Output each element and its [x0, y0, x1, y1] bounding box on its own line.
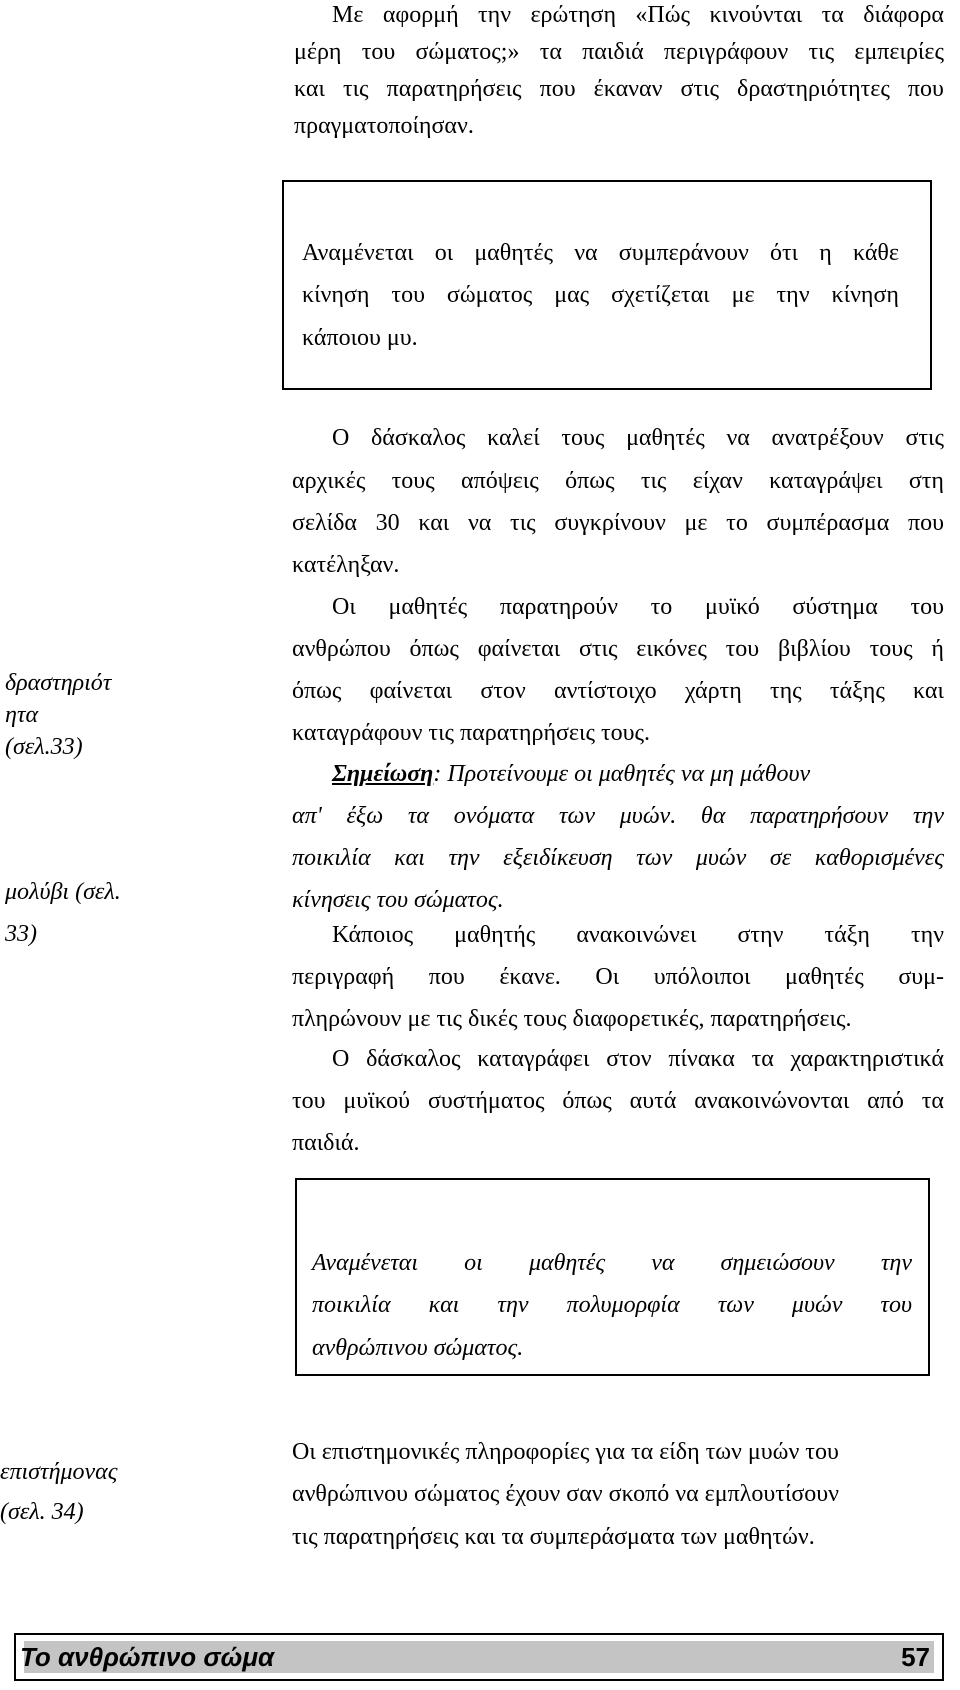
- word: όπως: [409, 636, 459, 662]
- word: το: [726, 510, 748, 536]
- paragraph-line: ανθρώπινου σώματος έχουν σαν σκοπό να εμπλουτίσουν: [292, 1481, 840, 1507]
- word: τάξης: [829, 678, 885, 704]
- word: χαρακτηριστικά: [790, 1046, 944, 1072]
- word: πίνακα: [668, 1046, 735, 1072]
- word: τις: [808, 39, 835, 65]
- word: παιδιά: [582, 39, 644, 65]
- word: περιγράφουν: [663, 39, 789, 65]
- word: συγκρίνουν: [554, 510, 666, 536]
- word: καλεί: [487, 425, 540, 451]
- word: να: [467, 510, 492, 536]
- word: ανθρώπου: [292, 636, 391, 662]
- word: όπως: [562, 1088, 612, 1114]
- word: ποικιλία: [312, 1292, 391, 1318]
- word: την: [880, 1250, 912, 1276]
- sidebar-scientist-line: επιστήμονας: [0, 1459, 118, 1485]
- sidebar-activity-line: (σελ.33): [5, 734, 83, 760]
- intro-line: [294, 74, 944, 104]
- sidebar-scientist-line: (σελ. 34): [0, 1499, 84, 1525]
- word: την: [478, 2, 512, 28]
- word: Οι: [332, 594, 356, 620]
- word: ή: [931, 636, 944, 662]
- word: που: [907, 510, 944, 536]
- word: μαθητές: [528, 1250, 606, 1276]
- word: να: [574, 240, 598, 266]
- word: του: [361, 39, 396, 65]
- word: που: [428, 964, 465, 990]
- word: από: [867, 1088, 904, 1114]
- paragraph-line: [332, 423, 944, 453]
- word: διάφορα: [863, 2, 944, 28]
- paragraph-line: [332, 920, 944, 950]
- word: αυτά: [629, 1088, 677, 1114]
- word: Οι: [595, 964, 620, 990]
- sidebar-activity-line: ητα: [5, 702, 39, 728]
- word: μυϊκό: [704, 594, 760, 620]
- word: περιγραφή: [292, 964, 395, 990]
- page-number: 57: [901, 1642, 930, 1672]
- word: η: [819, 240, 832, 266]
- word: συμπεράνουν: [618, 240, 749, 266]
- word: τα: [751, 1046, 774, 1072]
- word: μυών: [791, 1292, 843, 1318]
- paragraph-line: τις παρατηρήσεις και τα συμπεράσματα των μαθητών.: [292, 1524, 815, 1550]
- word: ανακοινώνει: [576, 922, 697, 948]
- word: δάσκαλος: [371, 425, 466, 451]
- word: την: [497, 1292, 529, 1318]
- word: την: [448, 845, 480, 871]
- word: Αναμένεται: [302, 240, 414, 266]
- word: με: [684, 510, 708, 536]
- paragraph-line: [292, 508, 944, 538]
- sidebar-pencil-line: μολύβι (σελ.: [5, 879, 121, 905]
- word: θα: [700, 803, 726, 829]
- word: μαθητές: [388, 594, 468, 620]
- word: συστήματος: [427, 1088, 545, 1114]
- word: ανακοινώνονται: [694, 1088, 850, 1114]
- word: βιβλίου: [777, 636, 851, 662]
- paragraph-line: Οι επιστημονικές πληροφορίες για τα είδη των μυών του: [292, 1439, 839, 1465]
- word: στις: [680, 76, 719, 102]
- word: του: [391, 282, 425, 308]
- sidebar-activity-line: δραστηριότ: [5, 670, 112, 696]
- word: ότι: [769, 240, 799, 266]
- word: τα: [921, 1088, 944, 1114]
- note-first-rest: : Προτείνουμε οι μαθητές να μη μάθουν: [433, 761, 811, 787]
- word: καταγράψει: [769, 468, 883, 494]
- expectation-line: [312, 1248, 912, 1278]
- word: του: [880, 1292, 912, 1318]
- word: με: [731, 282, 755, 308]
- word: των: [558, 803, 596, 829]
- word: τους: [561, 425, 605, 451]
- word: την: [776, 282, 810, 308]
- word: παρατηρήσουν: [749, 803, 889, 829]
- word: εξειδίκευση: [503, 845, 613, 871]
- word: και: [913, 678, 944, 704]
- word: μαθητές: [785, 964, 864, 990]
- word: στον: [606, 1046, 652, 1072]
- word: μαθητές: [626, 425, 705, 451]
- word: σελίδα: [292, 510, 357, 536]
- word: υπόλοιποι: [653, 964, 751, 990]
- word: μυϊκού: [343, 1088, 411, 1114]
- word: φαίνεται: [369, 678, 453, 704]
- word: που: [539, 76, 576, 102]
- word: κάθε: [852, 240, 899, 266]
- word: του: [910, 594, 944, 620]
- word: της: [769, 678, 802, 704]
- word: να: [651, 1250, 675, 1276]
- word: 30: [375, 510, 400, 536]
- word: τα: [407, 803, 430, 829]
- word: σε: [769, 845, 792, 871]
- word: «Πώς: [635, 2, 691, 28]
- word: καθορισμένες: [814, 845, 944, 871]
- expectation-line: κάποιου μυ.: [302, 325, 418, 351]
- paragraph-line: [332, 1044, 944, 1074]
- note-line: κίνησεις του σώματος.: [292, 887, 504, 913]
- word: μας: [554, 282, 590, 308]
- word: παρατηρούν: [499, 594, 618, 620]
- word: δραστηριότητες: [737, 76, 890, 102]
- word: του: [292, 1088, 326, 1114]
- word: τους: [869, 636, 913, 662]
- word: κίνηση: [302, 282, 370, 308]
- word: την: [910, 922, 944, 948]
- word: εμπειρίες: [854, 39, 944, 65]
- word: οι: [464, 1250, 483, 1276]
- word: δάσκαλος: [366, 1046, 461, 1072]
- word: αρχικές: [292, 468, 366, 494]
- word: εικόνες: [636, 636, 707, 662]
- word: που: [907, 76, 944, 102]
- paragraph-line: [292, 962, 944, 992]
- word: κίνηση: [831, 282, 899, 308]
- word: έκαναν: [593, 76, 663, 102]
- word: πολυμορφία: [566, 1292, 680, 1318]
- word: όπως: [565, 468, 615, 494]
- word: σώματος;»: [415, 39, 520, 65]
- note-line: [292, 843, 944, 873]
- note-label: Σημείωση: [332, 761, 434, 787]
- word: μαθητές: [474, 240, 554, 266]
- word: παρατηρήσεις: [386, 76, 522, 102]
- paragraph-line: παιδιά.: [292, 1130, 360, 1156]
- word: έκανε.: [499, 964, 561, 990]
- word: Ο: [332, 425, 350, 451]
- word: τις: [342, 76, 369, 102]
- word: σχετίζεται: [611, 282, 710, 308]
- word: τις: [510, 510, 536, 536]
- sidebar-pencil-line: 33): [5, 921, 37, 947]
- word: τα: [539, 39, 562, 65]
- word: μυών: [695, 845, 747, 871]
- word: στον: [480, 678, 526, 704]
- word: των: [636, 845, 673, 871]
- footer-title: Το ανθρώπινο σώμα: [20, 1642, 275, 1672]
- word: καταγράφει: [477, 1046, 590, 1072]
- expectation-line: ανθρώπινου σώματος.: [312, 1335, 524, 1361]
- paragraph-line: κατέληξαν.: [292, 552, 400, 578]
- word: στις: [578, 636, 618, 662]
- word: είχαν: [692, 468, 743, 494]
- word: το: [650, 594, 673, 620]
- intro-line: πραγματοποίησαν.: [294, 113, 474, 139]
- word: στη: [908, 468, 944, 494]
- word: στην: [737, 922, 784, 948]
- word: κινούνται: [709, 2, 803, 28]
- paragraph-line: [292, 676, 944, 706]
- word: αντίστοιχο: [553, 678, 657, 704]
- word: στις: [905, 425, 944, 451]
- word: τα: [821, 2, 844, 28]
- word: μυών.: [619, 803, 677, 829]
- word: χάρτη: [684, 678, 742, 704]
- word: Με: [332, 2, 364, 28]
- word: και: [428, 1292, 460, 1318]
- word: έξω: [346, 803, 384, 829]
- word: συμπέρασμα: [766, 510, 890, 536]
- word: όπως: [292, 678, 342, 704]
- paragraph-line: [292, 466, 944, 496]
- paragraph-line: [332, 592, 944, 622]
- word: σώματος: [446, 282, 533, 308]
- word: τις: [640, 468, 667, 494]
- word: ποικιλία: [292, 845, 371, 871]
- word: να: [726, 425, 750, 451]
- paragraph-line: [292, 1086, 944, 1116]
- word: φαίνεται: [477, 636, 561, 662]
- word: τους: [391, 468, 435, 494]
- word: σημειώσουν: [720, 1250, 835, 1276]
- word: και: [294, 76, 325, 102]
- paragraph-line: [292, 634, 944, 664]
- word: αφορμή: [382, 2, 459, 28]
- intro-line: [332, 0, 944, 30]
- paragraph-line: καταγράφουν τις παρατηρήσεις τους.: [292, 720, 650, 746]
- expectation-line: [302, 280, 899, 310]
- word: μαθητής: [454, 922, 536, 948]
- word: την: [912, 803, 944, 829]
- word: απόψεις: [461, 468, 539, 494]
- word: μέρη: [294, 39, 342, 65]
- intro-line: [294, 37, 944, 67]
- word: ερώτηση: [530, 2, 617, 28]
- expectation-line: [312, 1290, 912, 1320]
- word: συμ-: [898, 964, 944, 990]
- word: ονόματα: [453, 803, 535, 829]
- word: σύστημα: [792, 594, 878, 620]
- word: του: [725, 636, 760, 662]
- word: τάξη: [824, 922, 870, 948]
- word: ανατρέξουν: [771, 425, 884, 451]
- note-first-line: [332, 759, 810, 789]
- note-line: [292, 801, 944, 831]
- word: των: [717, 1292, 754, 1318]
- word: Ο: [332, 1046, 350, 1072]
- expectation-line: [302, 238, 899, 268]
- word: και: [418, 510, 450, 536]
- word: και: [394, 845, 425, 871]
- word: Αναμένεται: [312, 1250, 419, 1276]
- paragraph-line: πληρώνουν με τις δικές τους διαφορετικές, παρατηρήσεις.: [292, 1006, 852, 1032]
- word: Κάποιος: [332, 922, 414, 948]
- word: απ': [292, 803, 322, 829]
- word: οι: [434, 240, 454, 266]
